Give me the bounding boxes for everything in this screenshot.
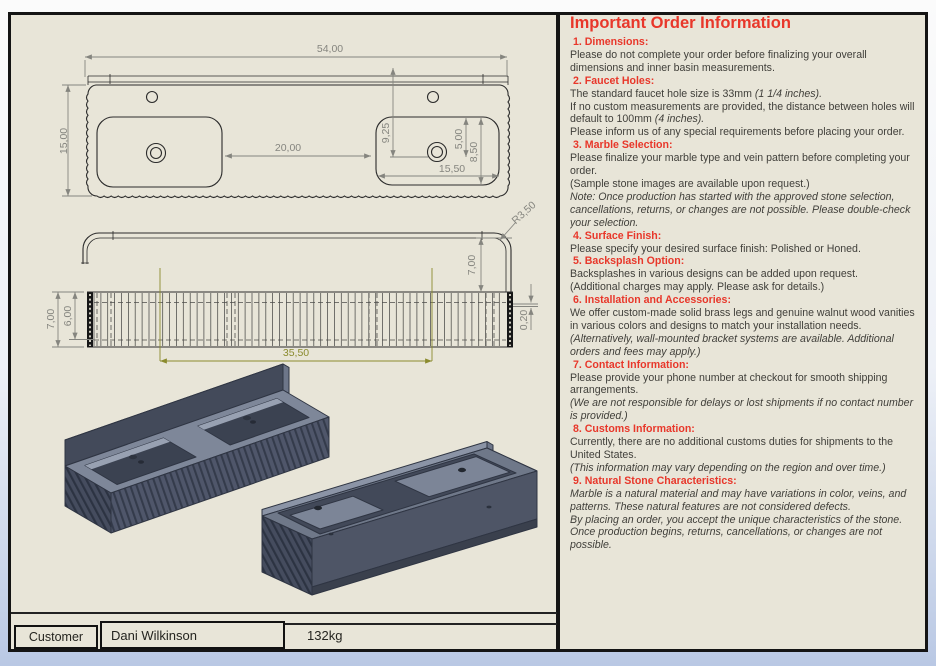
section-paragraph: By placing an order, you accept the unique characteristics of the stone. Once production begins, returns, cancellations, or changes are not possible. (570, 513, 903, 552)
dim-overall-depth: 15,00 (58, 127, 70, 155)
section-paragraph: (This information may vary depending on the region and over time.) (570, 461, 886, 474)
section-heading: 3. Marble Selection: (573, 139, 673, 152)
left-basin (97, 117, 222, 187)
left-faucet-hole (147, 92, 158, 103)
section-heading: 5. Backsplash Option: (573, 255, 685, 268)
section-paragraph: Please inform us of any special requirements before placing your order. (570, 126, 905, 139)
section-heading: 7. Contact Information: (573, 358, 689, 371)
customer-name-cell (100, 621, 285, 649)
section-paragraph: (Alternatively, wall-mounted bracket systems are available. Additional orders and fees may apply.) (570, 332, 894, 358)
dim-apron-height: 7,00 (45, 308, 57, 330)
section-paragraph: Backsplashes in various designs can be added upon request. (570, 268, 858, 281)
customer-label: Customer (28, 630, 84, 644)
section-heading: 9. Natural Stone Characteristics: (573, 474, 737, 487)
section-paragraph: We offer custom-made solid brass legs and genuine walnut wood vanities in various colors and designs to match your installation needs. (570, 307, 915, 332)
section-paragraph: The standard faucet hole size is 33mm (1 1/4 inches). (570, 87, 823, 100)
section-paragraph: Please provide your phone number at checkout for smooth shipping arrangements. (570, 371, 888, 397)
section-heading: 1. Dimensions: (573, 36, 649, 48)
front-view (45, 199, 539, 361)
title-block-weight-line (285, 623, 557, 625)
dim-flute-span: 35,50 (282, 347, 310, 359)
section-paragraph: Note: Once production has started with the approved stone selection, cancellations, returns, or changes are not possible. Please double-check your selection. (570, 190, 911, 229)
dim-basin-width: 15,50 (438, 163, 466, 175)
dim-overall-width: 54,00 (316, 43, 344, 55)
dim-faucet-to-drain: 9,25 (380, 122, 392, 144)
section-heading: 6. Installation and Accessories: (573, 294, 731, 307)
dim-drain-offset: 5,00 (453, 128, 465, 150)
dim-flute-height: 6,00 (62, 305, 74, 327)
dim-corner-radius: R3,50 (509, 199, 539, 227)
plan-view (58, 43, 510, 198)
title-block-top-line (11, 612, 557, 614)
section-paragraph: Currently, there are no additional customs duties for shipments to the United States. (570, 436, 894, 461)
order-info-sections (570, 36, 918, 552)
left-drain (147, 144, 166, 163)
order-info-title: Important Order Information (570, 14, 791, 32)
section-paragraph: (Sample stone images are available upon request.) (570, 177, 810, 190)
dim-backsplash-height: 7,00 (466, 254, 478, 276)
dim-basin-depth: 8,50 (468, 141, 480, 163)
section-heading: 4. Surface Finish: (573, 229, 662, 242)
right-drain (428, 143, 447, 162)
dim-center-distance: 20,00 (274, 142, 302, 154)
section-paragraph: Marble is a natural material and may have variations in color, veins, and patterns. These natural features are not considered defects. (570, 487, 907, 513)
customer-label-cell (14, 625, 98, 649)
right-faucet-hole (428, 92, 439, 103)
section-heading: 2. Faucet Holes: (573, 74, 655, 87)
section-paragraph: (We are not responsible for delays or lost shipments if no contact number is provided.) (570, 397, 914, 423)
section-heading: 8. Customs Information: (573, 423, 695, 436)
customer-name: Dani Wilkinson (111, 627, 197, 643)
weight-value: 132kg (307, 628, 343, 643)
section-paragraph: If no custom measurements are provided, the distance between holes will default to 100mm (4 inches). (570, 100, 915, 126)
section-paragraph: Please specify your desired surface finish: Polished or Honed. (570, 242, 861, 255)
order-info-panel (570, 13, 918, 650)
section-paragraph: Please do not complete your order before finalizing your overall dimensions and inner basin measurements. (570, 48, 867, 74)
dim-lip-thickness: 0,20 (518, 309, 530, 331)
section-paragraph: (Additional charges may apply. Please ask for details.) (570, 281, 825, 294)
panel-divider (556, 12, 560, 652)
section-paragraph: Please finalize your marble type and vein pattern before completing your order. (570, 152, 910, 178)
